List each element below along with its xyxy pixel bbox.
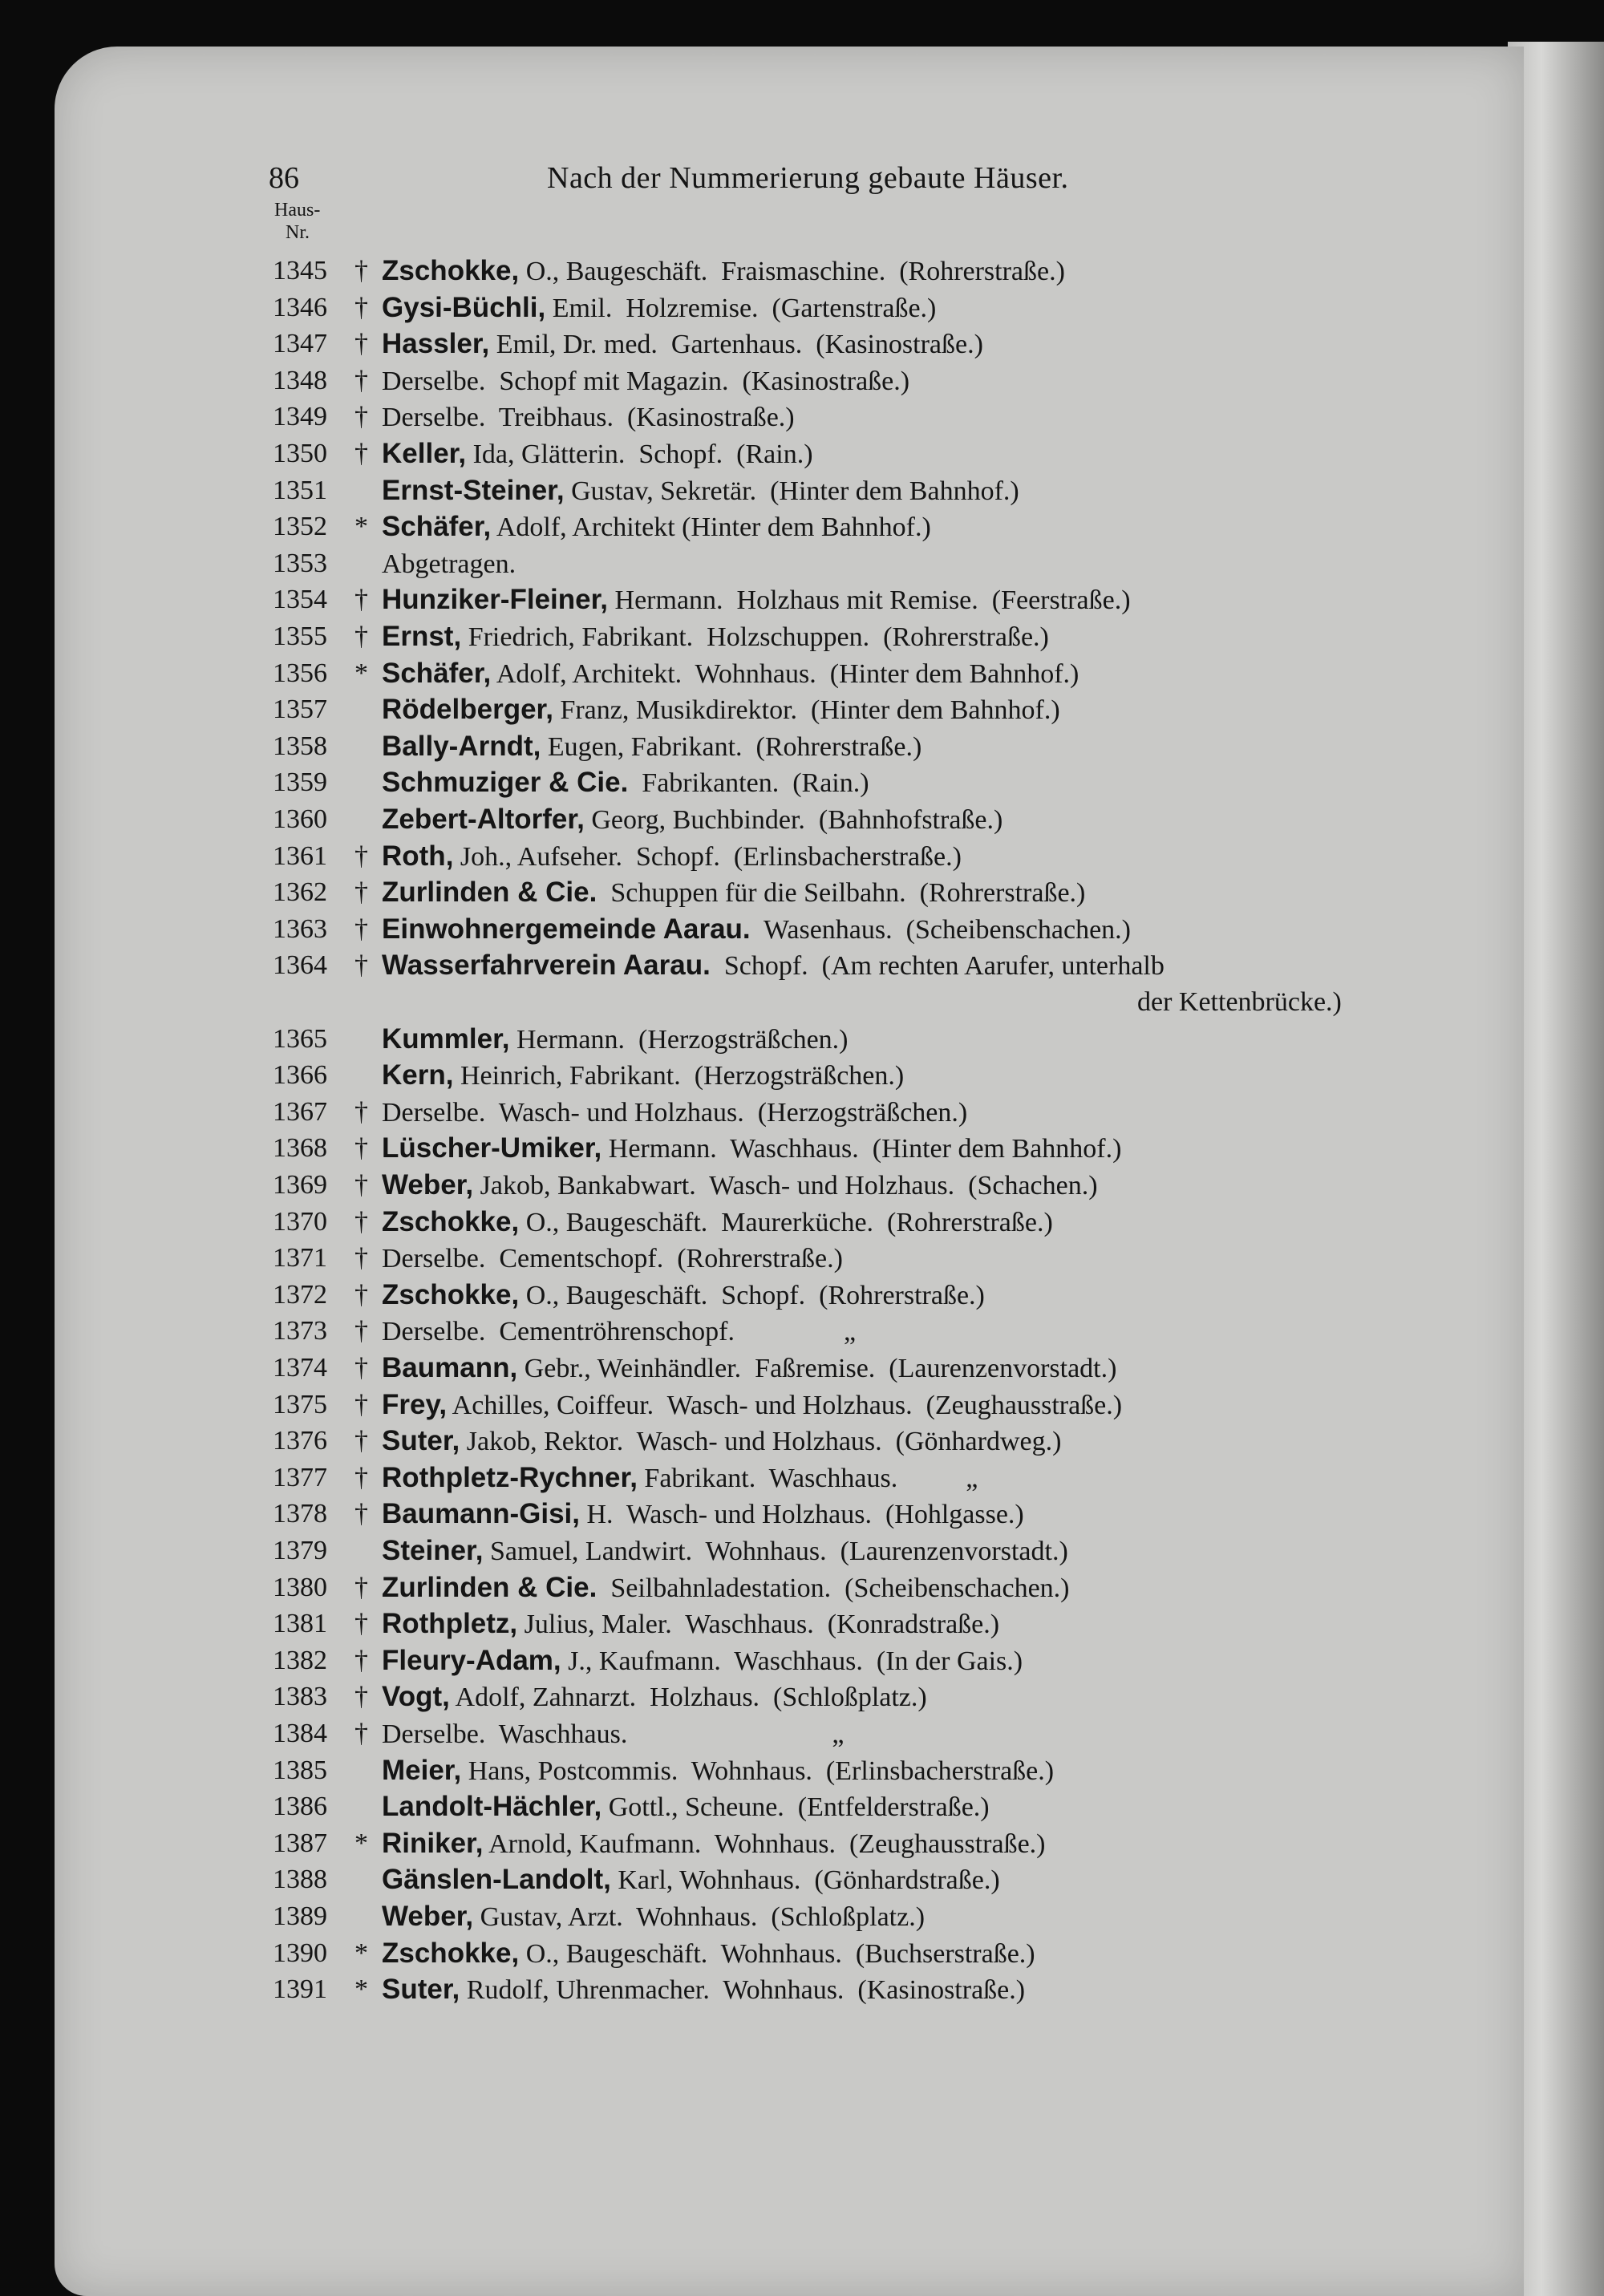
entry-row — [0, 1569, 1444, 1606]
entry-mark: † — [354, 1463, 368, 1492]
entry-row — [0, 1387, 1444, 1423]
house-number: 1390 — [273, 1938, 327, 1968]
entry-details: O., Baugeschäft. Wohnhaus. (Buchserstraße.) — [519, 1939, 1035, 1969]
entry-details: Schopf. (Am rechten Aarufer, unterhalb — [710, 951, 1165, 981]
house-number: 1370 — [273, 1207, 327, 1237]
owner-name: Zschokke, — [382, 1279, 520, 1310]
entry-text — [382, 838, 962, 876]
house-number: 1387 — [273, 1828, 327, 1858]
page-number: 86 — [269, 161, 299, 195]
entry-row — [0, 1606, 1444, 1642]
owner-name: Kern, — [382, 1059, 454, 1091]
house-number: 1352 — [273, 512, 327, 541]
entry-details: Derselbe. Waschhaus. „ — [382, 1719, 845, 1749]
entry-details: Gustav, Sekretär. (Hinter dem Bahnhof.) — [564, 476, 1019, 506]
owner-name: Kummler, — [382, 1023, 510, 1055]
owner-name: Rothpletz-Rychner, — [382, 1462, 638, 1493]
owner-name: Schmuziger & Cie. — [382, 767, 629, 798]
entry-row — [0, 1240, 1444, 1277]
entry-text — [382, 435, 813, 473]
entry-row — [0, 1130, 1444, 1167]
entry-details: Joh., Aufseher. Schopf. (Erlinsbacherstraße.) — [453, 842, 962, 872]
entry-mark: † — [354, 1133, 368, 1163]
entry-mark: † — [354, 1390, 368, 1419]
house-number: 1347 — [273, 329, 327, 358]
entry-row — [0, 1460, 1444, 1496]
entry-details: Fabrikanten. (Rain.) — [628, 768, 869, 798]
entry-details: Derselbe. Wasch- und Holzhaus. (Herzogsträßchen.) — [382, 1098, 968, 1128]
entry-row — [0, 1898, 1444, 1935]
entry-details: Schuppen für die Seilbahn. (Rohrerstraße.) — [597, 878, 1086, 908]
entry-details: Karl, Wohnhaus. (Gönhardstraße.) — [610, 1865, 1000, 1895]
entry-row — [0, 1825, 1444, 1862]
house-number: 1363 — [273, 914, 327, 944]
entry-details: Samuel, Landwirt. Wohnhaus. (Laurenzenvorstadt.) — [483, 1537, 1068, 1566]
entry-text — [382, 472, 1019, 510]
entry-text — [382, 1350, 1116, 1387]
house-number: 1353 — [273, 549, 327, 578]
entry-details: Emil. Holzremise. (Gartenstraße.) — [545, 294, 937, 323]
entry-row — [0, 581, 1444, 618]
house-number: 1365 — [273, 1024, 327, 1054]
entry-text — [382, 618, 1049, 656]
entry-row — [0, 801, 1444, 838]
entry-text — [382, 581, 1131, 619]
entry-details: Gottl., Scheune. (Entfelderstraße.) — [602, 1792, 990, 1822]
owner-name: Fleury-Adam, — [382, 1645, 561, 1676]
house-number: 1351 — [273, 476, 327, 505]
entry-mark: † — [354, 293, 368, 322]
entry-text — [382, 1861, 1000, 1899]
house-number: 1345 — [273, 256, 327, 285]
entry-text — [382, 1825, 1046, 1863]
house-number: 1386 — [273, 1792, 327, 1821]
house-number: 1368 — [273, 1133, 327, 1163]
entry-details: Julius, Maler. Waschhaus. (Konradstraße.) — [517, 1610, 1000, 1639]
entry-row — [0, 1057, 1444, 1094]
entry-row — [0, 362, 1444, 399]
entry-mark: † — [354, 439, 368, 468]
entry-mark: † — [354, 1243, 368, 1273]
owner-name: Keller, — [382, 438, 467, 469]
entry-text — [382, 362, 909, 400]
entry-details: Derselbe. Cementschopf. (Rohrerstraße.) — [382, 1244, 843, 1274]
entry-details: Gustav, Arzt. Wohnhaus. (Schloßplatz.) — [473, 1902, 926, 1932]
entry-text — [382, 545, 516, 583]
entry-details: H. Wasch- und Holzhaus. (Hohlgasse.) — [579, 1500, 1024, 1529]
entry-text — [382, 1678, 927, 1716]
entry-text — [382, 655, 1079, 693]
owner-name: Zurlinden & Cie. — [382, 1572, 597, 1603]
entry-row — [0, 911, 1444, 948]
entry-details: Franz, Musikdirektor. (Hinter dem Bahnhof.) — [553, 695, 1060, 725]
house-number: 1364 — [273, 950, 327, 980]
entry-text — [382, 1642, 1023, 1680]
entry-details: Georg, Buchbinder. (Bahnhofstraße.) — [584, 805, 1003, 835]
entry-details: Arnold, Kaufmann. Wohnhaus. (Zeughausstraße.) — [483, 1829, 1046, 1859]
entry-row — [0, 1021, 1444, 1058]
entry-row — [0, 691, 1444, 728]
entry-text — [382, 801, 1003, 839]
entry-row — [0, 1204, 1444, 1241]
entry-mark: † — [354, 914, 368, 944]
owner-name: Bally-Arndt, — [382, 731, 541, 762]
entry-mark: † — [354, 1280, 368, 1310]
entry-mark: † — [354, 585, 368, 614]
owner-name: Frey, — [382, 1389, 448, 1420]
entry-details: O., Baugeschäft. Fraismaschine. (Rohrerstraße.) — [519, 257, 1065, 286]
entry-text — [382, 1021, 848, 1059]
entry-text — [382, 508, 931, 546]
owner-name: Zurlinden & Cie. — [382, 877, 597, 908]
entry-details: Heinrich, Fabrikant. (Herzogsträßchen.) — [453, 1061, 905, 1091]
entry-details: Hermann. Waschhaus. (Hinter dem Bahnhof.) — [602, 1134, 1122, 1164]
entry-details: Derselbe. Treibhaus. (Kasinostraße.) — [382, 403, 795, 432]
entry-text — [382, 947, 1165, 985]
entry-text — [382, 1240, 843, 1278]
owner-name: Baumann-Gisi, — [382, 1498, 580, 1529]
entry-continuation: der Kettenbrücke.) — [1137, 987, 1342, 1017]
owner-name: Vogt, — [382, 1681, 450, 1712]
entry-details: Seilbahnladestation. (Scheibenschachen.) — [597, 1573, 1070, 1603]
entry-details: Rudolf, Uhrenmacher. Wohnhaus. (Kasinostraße.) — [460, 1975, 1026, 2005]
entry-mark: † — [354, 1097, 368, 1127]
entry-row — [0, 1642, 1444, 1679]
entry-mark: † — [354, 1426, 368, 1456]
entry-mark: * — [354, 658, 368, 688]
entry-details: O., Baugeschäft. Maurerküche. (Rohrerstraße.) — [519, 1208, 1053, 1237]
entry-details: Eugen, Fabrikant. (Rohrerstraße.) — [541, 732, 922, 762]
entry-text — [382, 1423, 1061, 1460]
house-number: 1372 — [273, 1280, 327, 1310]
entry-row — [0, 655, 1444, 692]
house-number: 1389 — [273, 1901, 327, 1931]
house-number: 1380 — [273, 1573, 327, 1602]
owner-name: Weber, — [382, 1901, 474, 1932]
house-number: 1366 — [273, 1060, 327, 1090]
entry-text — [382, 1094, 967, 1132]
owner-name: Hassler, — [382, 328, 490, 359]
house-number: 1355 — [273, 622, 327, 651]
entry-mark: † — [354, 950, 368, 980]
house-number: 1375 — [273, 1390, 327, 1419]
entry-details: Hermann. Holzhaus mit Remise. (Feerstraße.) — [608, 585, 1131, 615]
entry-row — [0, 1752, 1444, 1789]
entry-mark: † — [354, 256, 368, 285]
house-number: 1381 — [273, 1609, 327, 1638]
entry-mark: † — [354, 1207, 368, 1237]
entry-text — [382, 1788, 990, 1826]
house-number: 1346 — [273, 293, 327, 322]
house-number: 1384 — [273, 1719, 327, 1748]
entry-text — [382, 1935, 1035, 1973]
entry-text — [382, 874, 1085, 912]
entry-text — [382, 1460, 978, 1497]
entry-row — [0, 947, 1444, 984]
entry-details: Adolf, Architekt (Hinter dem Bahnhof.) — [491, 512, 931, 542]
entry-row — [0, 253, 1444, 290]
entry-details: Emil, Dr. med. Gartenhaus. (Kasinostraße.) — [489, 330, 983, 359]
house-number: 1361 — [273, 841, 327, 871]
entry-row — [0, 1861, 1444, 1898]
owner-name: Schäfer, — [382, 658, 492, 689]
entry-details: Ida, Glätterin. Schopf. (Rain.) — [466, 439, 813, 469]
owner-name: Schäfer, — [382, 511, 492, 542]
entry-row — [0, 1167, 1444, 1204]
owner-name: Hunziker-Fleiner, — [382, 584, 609, 615]
entry-row — [0, 618, 1444, 655]
entry-text — [382, 911, 1131, 949]
entry-text — [382, 1533, 1068, 1570]
house-number: 1376 — [273, 1426, 327, 1456]
entry-mark: † — [354, 1170, 368, 1200]
entry-details: Gebr., Weinhändler. Faßremise. (Laurenzenvorstadt.) — [517, 1354, 1117, 1383]
entry-details: Friedrich, Fabrikant. Holzschuppen. (Rohrerstraße.) — [461, 622, 1049, 652]
entry-row — [0, 1313, 1444, 1350]
column-label-haus: Haus- — [274, 200, 321, 221]
owner-name: Lüscher-Umiker, — [382, 1132, 602, 1164]
entry-text — [382, 1898, 925, 1936]
entry-mark: * — [354, 1828, 368, 1858]
owner-name: Riniker, — [382, 1828, 484, 1859]
entry-row — [0, 1533, 1444, 1569]
entry-row — [0, 1094, 1444, 1131]
owner-name: Weber, — [382, 1169, 474, 1201]
entry-row — [0, 764, 1444, 801]
entry-row — [0, 326, 1444, 362]
entry-text — [382, 1496, 1024, 1533]
house-number: 1373 — [273, 1316, 327, 1346]
owner-name: Zschokke, — [382, 1206, 520, 1237]
house-number: 1362 — [273, 877, 327, 907]
entry-details: Abgetragen. — [382, 549, 516, 579]
entry-row — [0, 1277, 1444, 1314]
entry-mark: * — [354, 1974, 368, 2004]
entry-row — [0, 1788, 1444, 1825]
entry-text — [382, 1971, 1025, 2009]
house-number: 1378 — [273, 1499, 327, 1529]
entry-mark: * — [354, 1938, 368, 1968]
entry-text — [382, 399, 795, 436]
entry-details: Achilles, Coiffeur. Wasch- und Holzhaus. (Zeughausstraße.) — [447, 1391, 1123, 1420]
entry-text — [382, 691, 1060, 729]
entry-details: Derselbe. Cementröhrenschopf. „ — [382, 1317, 857, 1346]
entry-text — [382, 1387, 1122, 1424]
owner-name: Zebert-Altorfer, — [382, 804, 585, 835]
entry-row — [0, 1350, 1444, 1387]
entry-mark: † — [354, 622, 368, 651]
house-number: 1360 — [273, 804, 327, 834]
entry-text — [382, 1569, 1070, 1607]
entry-mark: * — [354, 512, 368, 541]
entry-mark: † — [354, 841, 368, 871]
owner-name: Zschokke, — [382, 1938, 520, 1969]
entry-text — [382, 1313, 856, 1350]
entry-mark: † — [354, 1353, 368, 1383]
owner-name: Landolt-Hächler, — [382, 1791, 602, 1822]
entry-details: O., Baugeschäft. Schopf. (Rohrerstraße.) — [519, 1281, 985, 1310]
entry-details: Derselbe. Schopf mit Magazin. (Kasinostraße.) — [382, 366, 910, 396]
house-number: 1369 — [273, 1170, 327, 1200]
house-number: 1358 — [273, 731, 327, 761]
entry-row — [0, 1715, 1444, 1752]
house-number: 1350 — [273, 439, 327, 468]
entry-mark: † — [354, 1719, 368, 1748]
house-number: 1356 — [273, 658, 327, 688]
house-number: 1382 — [273, 1646, 327, 1675]
owner-name: Suter, — [382, 1974, 460, 2005]
entry-text — [382, 326, 983, 363]
house-number: 1383 — [273, 1682, 327, 1711]
entry-row — [0, 435, 1444, 472]
entry-mark: † — [354, 1573, 368, 1602]
entry-details: Adolf, Zahnarzt. Holzhaus. (Schloßplatz.) — [449, 1683, 927, 1712]
entry-text — [382, 253, 1065, 290]
entry-text — [382, 1752, 1054, 1790]
entry-text — [382, 764, 869, 802]
entry-row — [0, 1935, 1444, 1972]
entry-details: J., Kaufmann. Waschhaus. (In der Gais.) — [561, 1646, 1023, 1676]
owner-name: Gänslen-Landolt, — [382, 1864, 611, 1895]
entry-row — [0, 290, 1444, 326]
entry-row — [0, 545, 1444, 582]
entry-row — [0, 728, 1444, 765]
house-number: 1388 — [273, 1865, 327, 1894]
house-number: 1357 — [273, 694, 327, 724]
owner-name: Baumann, — [382, 1352, 518, 1383]
owner-name: Gysi-Büchli, — [382, 292, 546, 323]
entry-text — [382, 728, 921, 766]
owner-name: Suter, — [382, 1425, 460, 1456]
entry-details: Hermann. (Herzogsträßchen.) — [509, 1025, 849, 1055]
entry-row — [0, 1423, 1444, 1460]
house-number: 1367 — [273, 1097, 327, 1127]
entry-mark: † — [354, 1682, 368, 1711]
owner-name: Zschokke, — [382, 255, 520, 286]
owner-name: Meier, — [382, 1755, 462, 1786]
owner-name: Rothpletz, — [382, 1608, 518, 1639]
entry-text — [382, 1130, 1121, 1168]
owner-name: Rödelberger, — [382, 694, 553, 725]
entry-row — [0, 1496, 1444, 1533]
entry-text — [382, 1057, 904, 1095]
owner-name: Roth, — [382, 840, 454, 872]
entry-mark: † — [354, 1316, 368, 1346]
column-label-nr: Nr. — [286, 222, 310, 243]
entry-mark: † — [354, 366, 368, 395]
house-number: 1391 — [273, 1974, 327, 2004]
owner-name: Wasserfahrverein Aarau. — [382, 950, 711, 981]
entry-mark: † — [354, 329, 368, 358]
entry-row — [0, 838, 1444, 875]
entry-row — [0, 1678, 1444, 1715]
entry-details: Wasenhaus. (Scheibenschachen.) — [750, 915, 1131, 945]
house-number: 1359 — [273, 767, 327, 797]
house-number: 1349 — [273, 402, 327, 431]
owner-name: Steiner, — [382, 1535, 484, 1566]
entry-text — [382, 1277, 985, 1314]
entry-row — [0, 1971, 1444, 2008]
entry-mark: † — [354, 1609, 368, 1638]
entry-mark: † — [354, 877, 368, 907]
entry-details: Adolf, Architekt. Wohnhaus. (Hinter dem Bahnhof.) — [491, 659, 1079, 689]
house-number: 1379 — [273, 1536, 327, 1565]
owner-name: Einwohnergemeinde Aarau. — [382, 913, 751, 945]
entry-text — [382, 1167, 1098, 1205]
entry-text — [382, 1204, 1053, 1241]
entry-details: Jakob, Rektor. Wasch- und Holzhaus. (Gönhardweg.) — [460, 1427, 1062, 1456]
entry-text — [382, 1715, 844, 1753]
entry-text — [382, 1606, 999, 1643]
owner-name: Ernst-Steiner, — [382, 475, 565, 506]
entry-row — [0, 874, 1444, 911]
house-number: 1371 — [273, 1243, 327, 1273]
entry-mark: † — [354, 1646, 368, 1675]
entry-details: Jakob, Bankabwart. Wasch- und Holzhaus. (Schachen.) — [473, 1171, 1098, 1201]
page-title: Nach der Nummerierung gebaute Häuser. — [547, 161, 1069, 195]
entry-row — [0, 508, 1444, 545]
entry-mark: † — [354, 1499, 368, 1529]
owner-name: Ernst, — [382, 621, 462, 652]
house-number: 1374 — [273, 1353, 327, 1383]
house-number: 1385 — [273, 1755, 327, 1785]
house-number: 1377 — [273, 1463, 327, 1492]
entry-row — [0, 472, 1444, 509]
entry-text — [382, 290, 936, 327]
house-number: 1348 — [273, 366, 327, 395]
entry-details: Hans, Postcommis. Wohnhaus. (Erlinsbacherstraße.) — [461, 1756, 1055, 1786]
entry-mark: † — [354, 402, 368, 431]
entry-row — [0, 399, 1444, 435]
house-number: 1354 — [273, 585, 327, 614]
entry-details: Fabrikant. Waschhaus. „ — [637, 1464, 978, 1493]
